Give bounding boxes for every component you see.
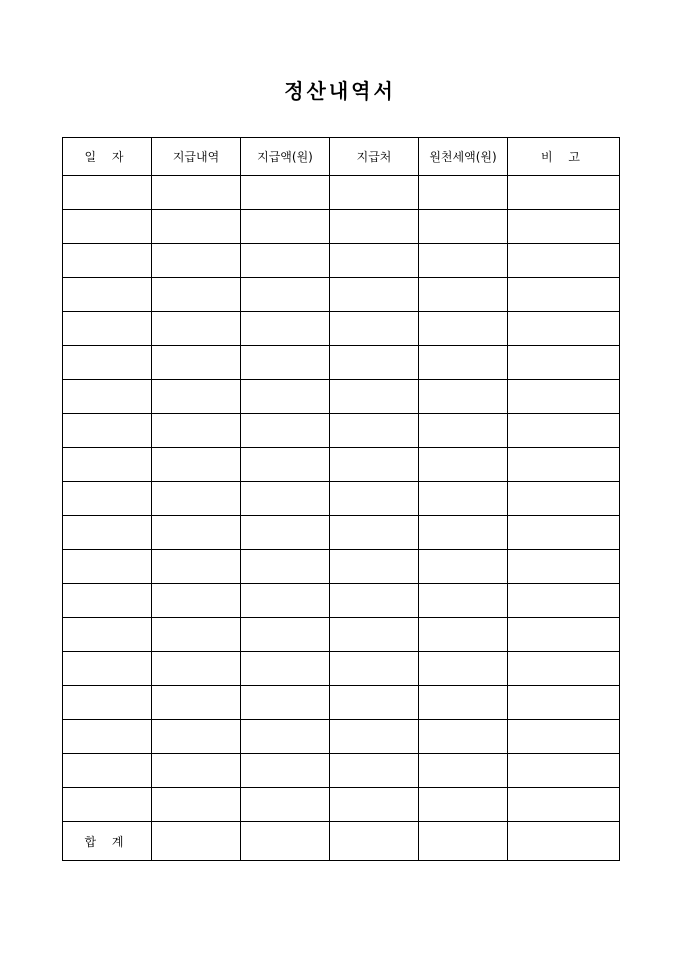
remarks-cell[interactable]: [508, 210, 620, 244]
date-cell[interactable]: [63, 482, 152, 516]
payment-amount-cell[interactable]: [241, 686, 330, 720]
payment-details-cell[interactable]: [152, 176, 241, 210]
payee-cell[interactable]: [330, 414, 419, 448]
date-cell[interactable]: [63, 788, 152, 822]
table-row: [63, 244, 620, 278]
payment-amount-cell[interactable]: [241, 312, 330, 346]
date-cell[interactable]: [63, 550, 152, 584]
withholding-tax-cell[interactable]: [419, 312, 508, 346]
header-row: [63, 138, 620, 176]
payment-amount-cell[interactable]: [241, 482, 330, 516]
remarks-cell[interactable]: [508, 754, 620, 788]
table-row: [63, 686, 620, 720]
payee-cell[interactable]: [330, 584, 419, 618]
withholding-tax-cell[interactable]: [419, 380, 508, 414]
withholding-tax-cell[interactable]: [419, 584, 508, 618]
payment-amount-cell[interactable]: [241, 210, 330, 244]
withholding-tax-cell[interactable]: [419, 652, 508, 686]
payment-details-cell[interactable]: [152, 516, 241, 550]
table-row: [63, 176, 620, 210]
table-row: [63, 550, 620, 584]
table-row: [63, 516, 620, 550]
payee-cell[interactable]: [330, 754, 419, 788]
header-payment-details: 지급내역: [152, 138, 241, 176]
date-cell[interactable]: [63, 176, 152, 210]
header-withholding-tax: 원천세액(원): [419, 138, 508, 176]
table-row: [63, 618, 620, 652]
withholding-tax-cell[interactable]: [419, 550, 508, 584]
payment-amount-cell[interactable]: [241, 652, 330, 686]
date-cell[interactable]: [63, 312, 152, 346]
withholding-tax-cell[interactable]: [419, 244, 508, 278]
payment-details-cell[interactable]: [152, 550, 241, 584]
remarks-cell[interactable]: [508, 788, 620, 822]
payee-cell[interactable]: [330, 380, 419, 414]
table-row: [63, 312, 620, 346]
remarks-cell[interactable]: [508, 380, 620, 414]
date-cell[interactable]: [63, 754, 152, 788]
remarks-cell[interactable]: [508, 176, 620, 210]
payment-amount-cell[interactable]: [241, 618, 330, 652]
date-cell[interactable]: [63, 448, 152, 482]
payment-amount-cell[interactable]: [241, 278, 330, 312]
withholding-tax-cell[interactable]: [419, 516, 508, 550]
total-payment-details-cell[interactable]: [152, 822, 241, 861]
remarks-cell[interactable]: [508, 652, 620, 686]
payee-cell[interactable]: [330, 652, 419, 686]
remarks-cell[interactable]: [508, 346, 620, 380]
payment-amount-cell[interactable]: [241, 720, 330, 754]
table-row: [63, 278, 620, 312]
settlement-table: [62, 137, 620, 861]
payee-cell[interactable]: [330, 312, 419, 346]
remarks-cell[interactable]: [508, 720, 620, 754]
header-remarks: 비 고: [508, 138, 620, 176]
payment-details-cell[interactable]: [152, 652, 241, 686]
payment-amount-cell[interactable]: [241, 176, 330, 210]
date-cell[interactable]: [63, 244, 152, 278]
total-remarks-cell[interactable]: [508, 822, 620, 861]
payee-cell[interactable]: [330, 720, 419, 754]
remarks-cell[interactable]: [508, 482, 620, 516]
date-cell[interactable]: [63, 720, 152, 754]
total-withholding-tax-cell[interactable]: [419, 822, 508, 861]
remarks-cell[interactable]: [508, 584, 620, 618]
payment-details-cell[interactable]: [152, 482, 241, 516]
payment-details-cell[interactable]: [152, 380, 241, 414]
payment-details-cell[interactable]: [152, 278, 241, 312]
payment-amount-cell[interactable]: [241, 754, 330, 788]
table-row: [63, 720, 620, 754]
header-date: 일 자: [63, 138, 152, 176]
payment-details-cell[interactable]: [152, 686, 241, 720]
withholding-tax-cell[interactable]: [419, 720, 508, 754]
payment-details-cell[interactable]: [152, 414, 241, 448]
payment-amount-cell[interactable]: [241, 244, 330, 278]
payee-cell[interactable]: [330, 176, 419, 210]
payment-amount-cell[interactable]: [241, 448, 330, 482]
withholding-tax-cell[interactable]: [419, 278, 508, 312]
payee-cell[interactable]: [330, 686, 419, 720]
withholding-tax-cell[interactable]: [419, 482, 508, 516]
date-cell[interactable]: [63, 278, 152, 312]
payment-details-cell[interactable]: [152, 584, 241, 618]
header-payment-amount: 지급액(원): [241, 138, 330, 176]
table-row: [63, 584, 620, 618]
payee-cell[interactable]: [330, 346, 419, 380]
remarks-cell[interactable]: [508, 244, 620, 278]
withholding-tax-cell[interactable]: [419, 754, 508, 788]
total-label: 합 계: [63, 822, 152, 861]
payment-details-cell[interactable]: [152, 754, 241, 788]
payment-amount-cell[interactable]: [241, 516, 330, 550]
withholding-tax-cell[interactable]: [419, 686, 508, 720]
table-row: [63, 482, 620, 516]
payment-amount-cell[interactable]: [241, 414, 330, 448]
payment-details-cell[interactable]: [152, 788, 241, 822]
date-cell[interactable]: [63, 686, 152, 720]
payment-amount-cell[interactable]: [241, 346, 330, 380]
date-cell[interactable]: [63, 414, 152, 448]
remarks-cell[interactable]: [508, 414, 620, 448]
payment-details-cell[interactable]: [152, 312, 241, 346]
total-row: [63, 822, 620, 861]
remarks-cell[interactable]: [508, 516, 620, 550]
withholding-tax-cell[interactable]: [419, 448, 508, 482]
payment-details-cell[interactable]: [152, 244, 241, 278]
payee-cell[interactable]: [330, 788, 419, 822]
payment-amount-cell[interactable]: [241, 550, 330, 584]
payee-cell[interactable]: [330, 550, 419, 584]
withholding-tax-cell[interactable]: [419, 618, 508, 652]
payment-details-cell[interactable]: [152, 448, 241, 482]
date-cell[interactable]: [63, 346, 152, 380]
date-cell[interactable]: [63, 210, 152, 244]
withholding-tax-cell[interactable]: [419, 788, 508, 822]
payment-amount-cell[interactable]: [241, 584, 330, 618]
payee-cell[interactable]: [330, 210, 419, 244]
table-row: [63, 210, 620, 244]
remarks-cell[interactable]: [508, 686, 620, 720]
payment-details-cell[interactable]: [152, 210, 241, 244]
remarks-cell[interactable]: [508, 618, 620, 652]
table-row: [63, 380, 620, 414]
date-cell[interactable]: [63, 584, 152, 618]
document-title: 정산내역서: [284, 79, 396, 103]
payee-cell[interactable]: [330, 448, 419, 482]
remarks-cell[interactable]: [508, 312, 620, 346]
payment-details-cell[interactable]: [152, 720, 241, 754]
payee-cell[interactable]: [330, 482, 419, 516]
withholding-tax-cell[interactable]: [419, 346, 508, 380]
total-payee-cell[interactable]: [330, 822, 419, 861]
remarks-cell[interactable]: [508, 550, 620, 584]
total-payment-amount-cell[interactable]: [241, 822, 330, 861]
date-cell[interactable]: [63, 618, 152, 652]
payment-amount-cell[interactable]: [241, 788, 330, 822]
withholding-tax-cell[interactable]: [419, 414, 508, 448]
payee-cell[interactable]: [330, 516, 419, 550]
table-row: [63, 346, 620, 380]
payment-amount-cell[interactable]: [241, 380, 330, 414]
payee-cell[interactable]: [330, 618, 419, 652]
payee-cell[interactable]: [330, 278, 419, 312]
header-payee: 지급처: [330, 138, 419, 176]
date-cell[interactable]: [63, 652, 152, 686]
payment-details-cell[interactable]: [152, 346, 241, 380]
date-cell[interactable]: [63, 516, 152, 550]
payment-details-cell[interactable]: [152, 618, 241, 652]
date-cell[interactable]: [63, 380, 152, 414]
table-body: [63, 176, 620, 861]
payee-cell[interactable]: [330, 244, 419, 278]
table-row: [63, 788, 620, 822]
table-row: [63, 414, 620, 448]
withholding-tax-cell[interactable]: [419, 176, 508, 210]
table-row: [63, 754, 620, 788]
table-row: [63, 652, 620, 686]
remarks-cell[interactable]: [508, 448, 620, 482]
table-row: [63, 448, 620, 482]
withholding-tax-cell[interactable]: [419, 210, 508, 244]
remarks-cell[interactable]: [508, 278, 620, 312]
